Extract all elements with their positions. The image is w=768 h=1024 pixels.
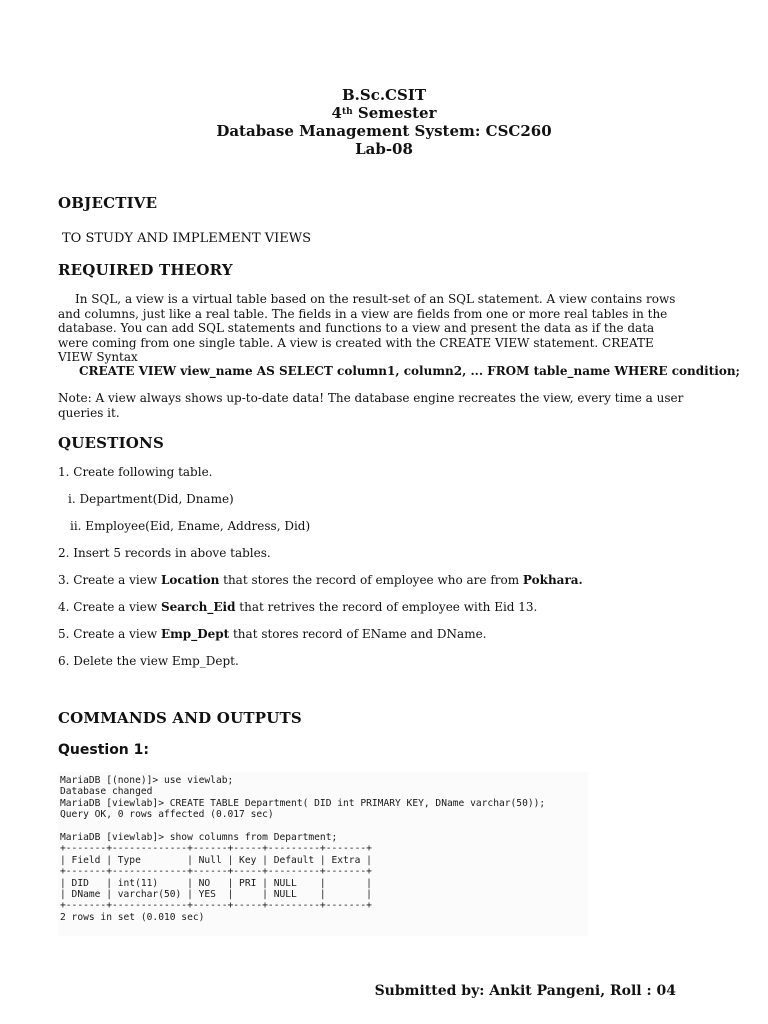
question-3-text-mid: that stores the record of employee who are from [219, 573, 523, 587]
question-1-i: i. Department(Did, Dname) [68, 492, 234, 506]
question-5-text: 5. Create a view [58, 627, 161, 641]
terminal-text [58, 772, 588, 923]
terminal-output [58, 772, 588, 936]
terminal-line: | DID | int(11) | NO | PRI | NULL | | [60, 877, 372, 889]
terminal-line: MariaDB [viewlab]> CREATE TABLE Department( DID int PRIMARY KEY, DName varchar(50)); [60, 797, 546, 809]
terminal-line: MariaDB [viewlab]> show columns from Department; [60, 832, 338, 844]
question-4-text-end: that retrives the record of employee with Eid 13. [235, 600, 538, 614]
view-syntax: CREATE VIEW view_name AS SELECT column1, column2, ... FROM table_name WHERE condition; [79, 364, 740, 378]
question-5-text-end: that stores record of EName and DName. [229, 627, 487, 641]
commands-heading: COMMANDS AND OUTPUTS [58, 709, 302, 727]
terminal-line: Query OK, 0 rows affected (0.017 sec) [60, 809, 274, 821]
question-4 [58, 600, 537, 614]
question-3 [58, 573, 583, 587]
lab-title: Lab-08 [355, 140, 413, 158]
question-6: 6. Delete the view Emp_Dept. [58, 654, 239, 668]
terminal-line: | Field | Type | Null | Key | Default | Extra | [60, 854, 372, 866]
terminal-line: Database changed [60, 786, 153, 798]
question-1: 1. Create following table. [58, 465, 213, 479]
semester-title [0, 104, 768, 122]
question-1-ii: ii. Employee(Eid, Ename, Address, Did) [70, 519, 311, 533]
question-5 [58, 627, 487, 641]
objective-heading: OBJECTIVE [58, 194, 158, 212]
terminal-line: 2 rows in set (0.010 sec) [60, 911, 205, 923]
theory-heading: REQUIRED THEORY [58, 261, 233, 279]
terminal-line: +-------+-------------+------+-----+---------+-------+ [60, 866, 372, 878]
semester-suffix: th [341, 107, 353, 117]
submitted-by: Submitted by: Ankit Pangeni, Roll : 04 [374, 983, 676, 999]
semester-number: 4 [331, 104, 342, 122]
theory-paragraph: In SQL, a view is a virtual table based on the result-set of an SQL statement. A view contains rows and columns, just like a real table. The fields in a view are fields from one or more real tables in the database. You can add SQL statements and functions to a view and present the data as if the data were coming from one single table. A view is created with the CREATE VIEW statement. CREATE VIEW Syntax [58, 292, 676, 365]
question-3-text: 3. Create a view [58, 573, 161, 587]
theory-note: Note: A view always shows up-to-date data! The database engine recreates the view, every time a user queries it. [58, 391, 684, 420]
terminal-line: +-------+-------------+------+-----+---------+-------+ [60, 843, 372, 855]
program-title: B.Sc.CSIT [341, 86, 427, 104]
terminal-line: +-------+-------------+------+-----+---------+-------+ [60, 900, 372, 912]
question-5-view-name: Emp_Dept [160, 627, 230, 641]
semester-word: Semester [352, 104, 437, 122]
terminal-line: | DName | varchar(50) | YES | | NULL | | [60, 889, 372, 901]
question-4-text: 4. Create a view [58, 600, 161, 614]
terminal-line: MariaDB [(none)]> use viewlab; [60, 775, 234, 786]
question-2: 2. Insert 5 records in above tables. [58, 546, 271, 560]
questions-heading: QUESTIONS [58, 434, 165, 452]
question-1-label: Question 1: [58, 742, 149, 758]
question-4-view-name: Search_Eid [160, 600, 236, 614]
question-3-view-name: Location [160, 573, 220, 587]
question-3-city: Pokhara. [522, 573, 583, 587]
course-title: Database Management System: CSC260 [216, 122, 552, 140]
document-header [0, 86, 768, 158]
objective-text: TO STUDY AND IMPLEMENT VIEWS [62, 231, 312, 246]
